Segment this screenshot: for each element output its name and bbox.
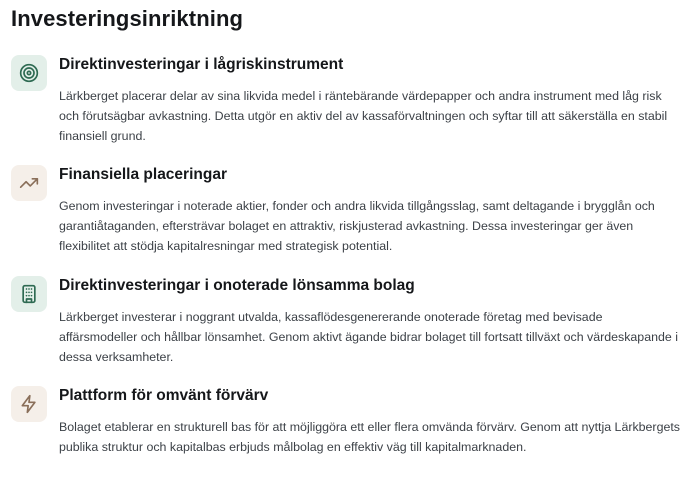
target-icon — [11, 55, 47, 91]
section-title: Plattform för omvänt förvärv — [59, 387, 269, 404]
section-title: Finansiella placeringar — [59, 166, 227, 183]
building-icon — [11, 276, 47, 312]
section-title: Direktinvesteringar i onoterade lönsamma bolag — [59, 277, 415, 294]
section-body: Lärkberget investerar i noggrant utvalda, kassaflödesgenererande onoterade företag med bevisade affärsmodeller och hållbar lönsamhet. Genom aktivt ägande bidrar bolaget till fortsatt tillväxt och värdeskapande i dessa verksamheter. — [59, 310, 678, 364]
lightning-icon — [11, 386, 47, 422]
trending-up-icon — [11, 165, 47, 201]
section-body: Bolaget etablerar en strukturell bas för att möjliggöra ett eller flera omvända förvärv. Genom att nyttja Lärkbergets publika struktur och kapitalbas erbjuds målbolag en effektiv väg till kapitalmarknaden. — [59, 420, 680, 454]
section-body: Lärkberget placerar delar av sina likvida medel i räntebärande värdepapper och andra instrument med låg risk och förutsägbar avkastning. Detta utgör en aktiv del av kassaförvaltningen och syftar till att säkerställa en stabil finansiell grund. — [59, 89, 668, 143]
section-body: Genom investeringar i noterade aktier, fonder och andra likvida tillgångsslag, samt deltagande i brygglån och garantiåtaganden, eftersträvar bolaget en attraktiv, riskjusterad avkastning. Dessa investeringar ger även flexibilitet att stödja kapitalresningar med strategisk potential. — [59, 199, 655, 253]
page-title: Investeringsinriktning — [11, 6, 244, 31]
section-title: Direktinvesteringar i lågriskinstrument — [59, 56, 344, 73]
